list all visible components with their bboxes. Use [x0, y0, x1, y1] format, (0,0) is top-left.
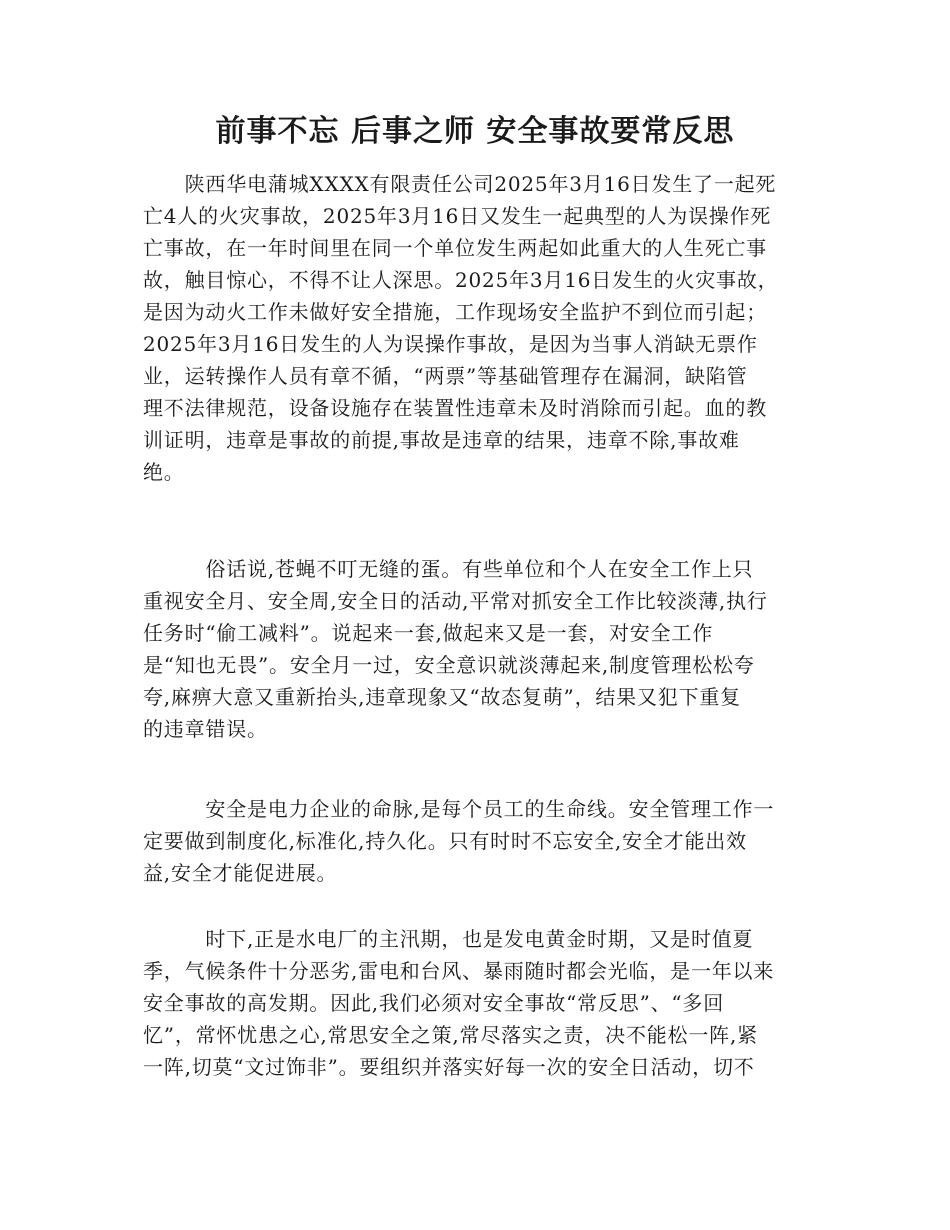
paragraph-1	[143, 168, 813, 488]
text-line: 亡4人的火灾事故，2025年3月16日又发生一起典型的人为误操作死	[143, 204, 772, 228]
text-line: 绝。	[143, 460, 185, 484]
text-line: 一阵,切莫“文过饰非”。要组织并落实好每一次的安全日活动，切不	[143, 1055, 755, 1079]
text-line: 益,安全才能促进展。	[143, 861, 338, 885]
text-line: 亡事故，在一年时间里在同一个单位发生两起如此重大的人生死亡事	[143, 236, 767, 260]
text-line: 夸,麻痹大意又重新抬头,违章现象又“故态复萌”，结果又犯下重复	[143, 685, 741, 709]
text-line: 是因为动火工作未做好安全措施，工作现场安全监护不到位而引起；	[143, 300, 767, 324]
text-line: 安全是电力企业的命脉,是每个员工的生命线。安全管理工作一	[143, 797, 775, 821]
paragraph-4	[143, 923, 813, 1083]
text-line: 训证明，违章是事故的前提,事故是违章的结果，违章不除,事故难	[143, 428, 740, 452]
text-line: 是“知也无畏”。安全月一过，安全意识就淡薄起来,制度管理松松夸	[143, 653, 755, 677]
text-line: 重视安全月、安全周,安全日的活动,平常对抓安全工作比较淡薄,执行	[143, 589, 768, 613]
paragraph-2	[143, 553, 813, 745]
text-line: 陕西华电蒲城XXXX有限责任公司2025年3月16日发生了一起死	[143, 172, 777, 196]
text-line: 忆”，常怀忧患之心,常思安全之策,常尽落实之责，决不能松一阵,紧	[143, 1023, 758, 1047]
text-line: 时下,正是水电厂的主汛期，也是发电黄金时期，又是时值夏	[143, 927, 754, 951]
text-line: 2025年3月16日发生的人为误操作事故，是因为当事人消缺无票作	[143, 332, 758, 356]
text-line: 安全事故的高发期。因此,我们必须对安全事故“常反思”、“多回	[143, 991, 725, 1015]
text-line: 俗话说,苍蝇不叮无缝的蛋。有些单位和个人在安全工作上只	[143, 557, 754, 581]
text-line: 故，触目惊心，不得不让人深思。2025年3月16日发生的火灾事故，	[143, 268, 779, 292]
text-line: 定要做到制度化,标准化,持久化。只有时时不忘安全,安全才能出效	[143, 829, 747, 853]
text-line: 任务时“偷工减料”。说起来一套,做起来又是一套，对安全工作	[143, 621, 714, 645]
document-title: 前事不忘 后事之师 安全事故要常反思	[215, 114, 735, 149]
paragraph-3	[143, 793, 813, 889]
text-line: 业，运转操作人员有章不循，“两票”等基础管理存在漏洞，缺陷管	[143, 364, 748, 388]
text-line: 理不法律规范，设备设施存在装置性违章未及时消除而引起。血的教	[143, 396, 767, 420]
text-line: 季，气候条件十分恶劣,雷电和台风、暴雨随时都会光临，是一年以来	[143, 959, 775, 983]
text-line: 的违章错误。	[143, 717, 268, 741]
